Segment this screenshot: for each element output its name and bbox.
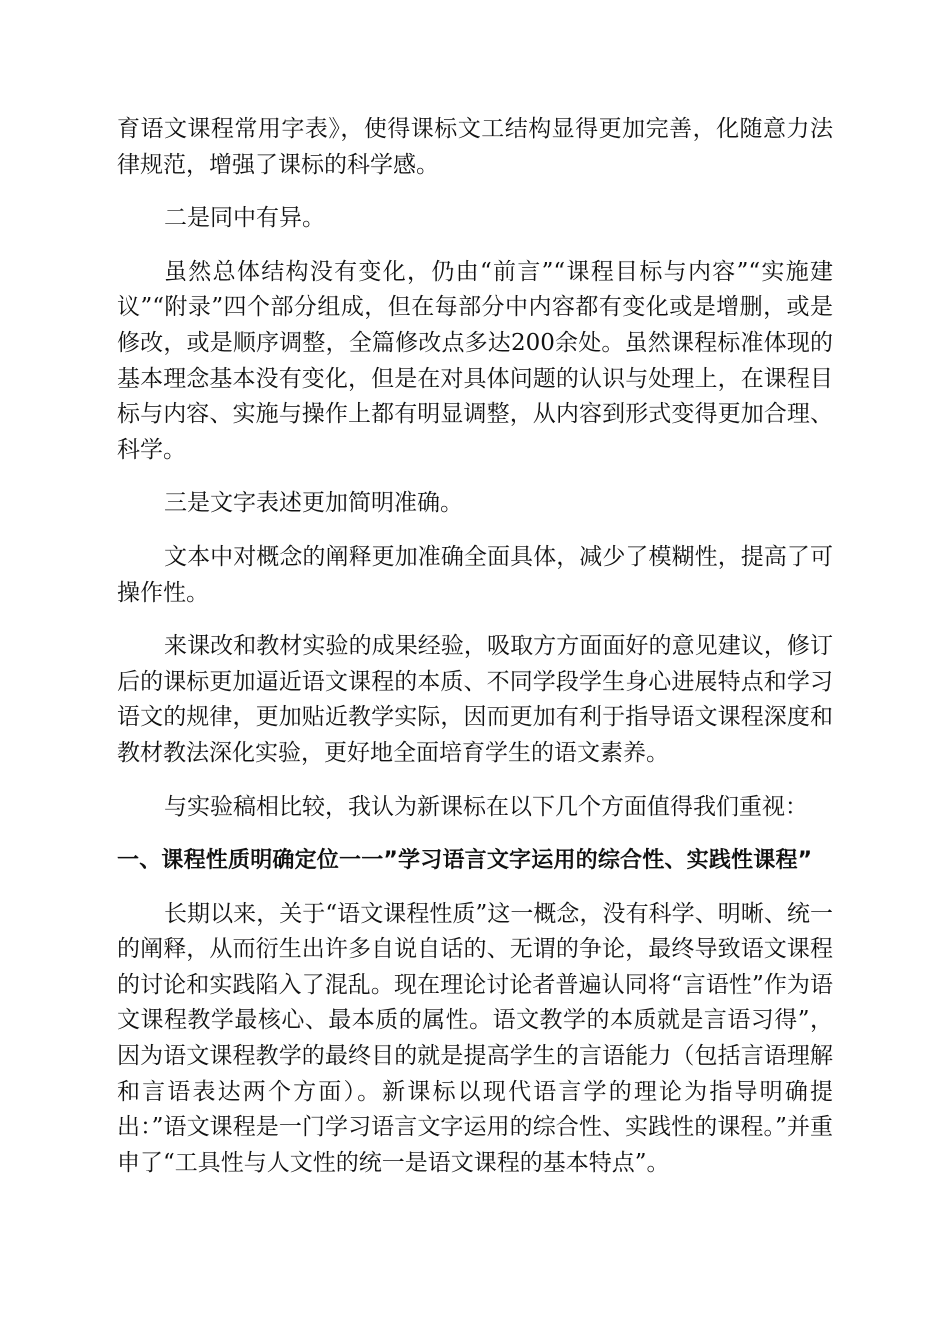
paragraph-point-two-title: 二是同中有异。 xyxy=(164,205,325,232)
paragraph-course-nature: 长期以来，关于“语文课程性质”这一概念，没有科学、明晰、统一的阐释，从而衍生出许多自说自话的、无谓的争论，最终导致语文课程的讨论和实践陷入了混乱。现在理论讨论者普遍认同将“言语性”作为语文课程教学最核心、最本质的属性。语文教学的本质就是言语习得”，因为语文课程教学的最终目的就是提高学生的言语能力（包括言语理解和言语表达两个方面）。新课标以现代语言学的理论为指导明确提出：”语文课程是一门学习语言文字运用的综合性、实践性的课程。”并重申了“工具性与人文性的统一是语文课程的基本特点”。 xyxy=(117,900,833,1176)
paragraph-revision: 来课改和教材实验的成果经验，吸取方方面面好的意见建议，修订后的课标更加逼近语文课程的本质、不同学段学生身心进展特点和学习语文的规律，更加贴近教学实际，因而更加有利于指导语文课程深度和教材教法深化实验，更好地全面培育学生的语文素养。 xyxy=(117,633,833,766)
paragraph-continuation: 育语文课程常用字表》，使得课标文工结构显得更加完善，化随意力法律规范，增强了课标的科学感。 xyxy=(117,116,833,178)
section-heading: 一、课程性质明确定位一一”学习语言文字运用的综合性、实践性课程” xyxy=(117,848,813,874)
document-page xyxy=(117,112,833,1199)
paragraph-point-three-title: 三是文字表述更加简明准确。 xyxy=(164,490,463,517)
paragraph-comparison: 与实验稿相比较，我认为新课标在以下几个方面值得我们重视： xyxy=(164,793,808,820)
paragraph-structure: 虽然总体结构没有变化，仍由“前言”“课程目标与内容”“实施建议”“附录”四个部分组成，但在每部分中内容都有变化或是增删，或是修改，或是顺序调整，全篇修改点多达200余处。虽然课程标准体现的基本理念基本没有变化，但是在对具体问题的认识与处理上，在课程目标与内容、实施与操作上都有明显调整，从内容到形式变得更加合理、科学。 xyxy=(117,258,833,463)
paragraph-concepts: 文本中对概念的阐释更加准确全面具体，减少了模糊性，提高了可操作性。 xyxy=(117,543,833,606)
